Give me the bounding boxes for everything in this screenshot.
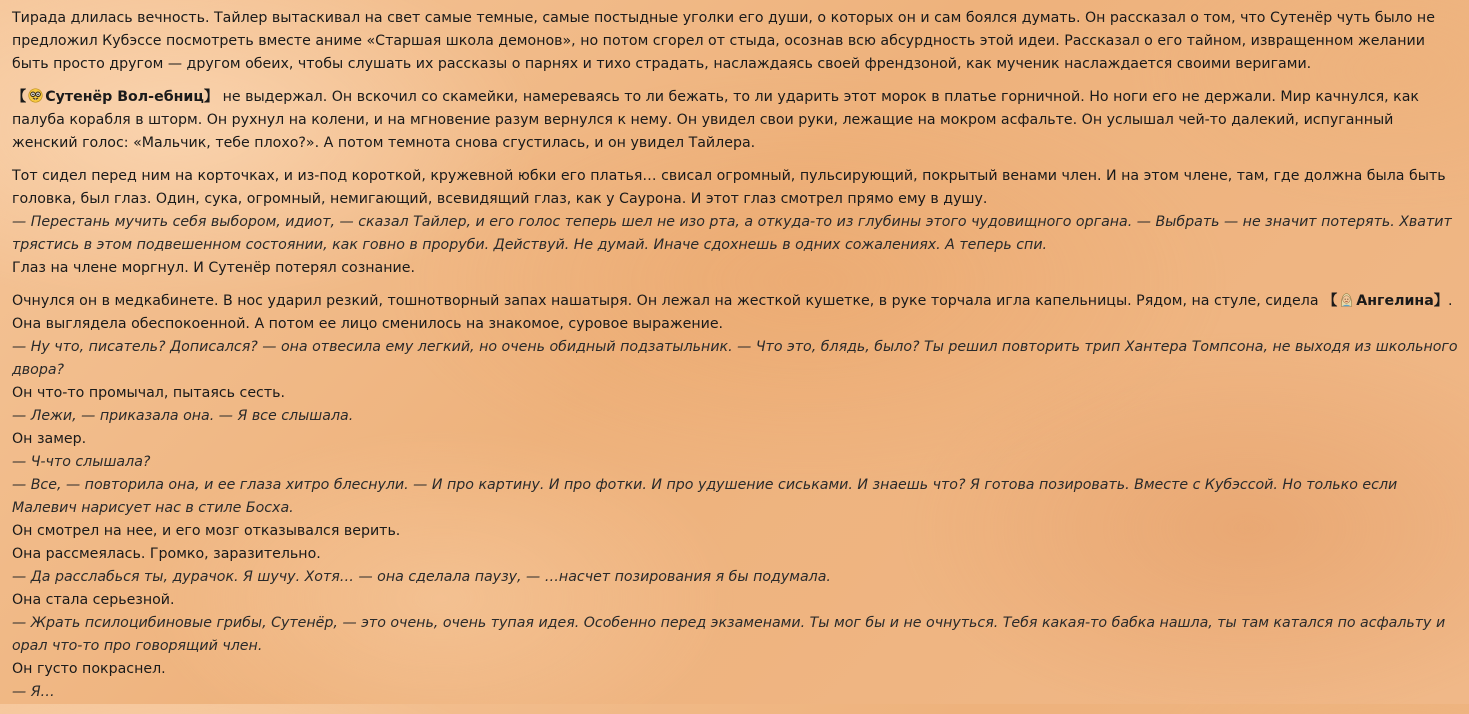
narration-line: Она рассмеялась. Громко, заразительно. bbox=[12, 546, 321, 562]
character-tag-angelina[interactable] bbox=[1323, 293, 1448, 309]
paragraph-infirmary bbox=[12, 290, 1460, 704]
tag-name: Сутенёр Вол-ебниц bbox=[45, 89, 204, 105]
tag-name: Ангелина bbox=[1356, 293, 1434, 309]
paragraph-vision bbox=[12, 165, 1460, 280]
woman-with-headscarf-icon bbox=[1339, 292, 1354, 307]
dialogue-line: — Я… bbox=[12, 684, 55, 700]
narration-text: . Она выглядела обеспокоенной. А потом ее лицо сменилось на знакомое, суровое выражение. bbox=[12, 293, 1453, 332]
tag-bracket-open: 【 bbox=[1323, 293, 1338, 309]
story-text bbox=[12, 7, 1460, 714]
narration-line: Он густо покраснел. bbox=[12, 661, 166, 677]
dialogue-line: — Все, — повторила она, и ее глаза хитро блеснули. — И про картину. И про фотки. И про удушение сиськами. И знаешь что? Я готова позировать. Вместе с Кубэссой. Но только если Малевич нарисует нас в стиле Босха. bbox=[12, 477, 1398, 516]
dialogue-line: — Ч-что слышала? bbox=[12, 454, 151, 470]
narration-line: Он что-то промычал, пытаясь сесть. bbox=[12, 385, 285, 401]
nerd-face-icon bbox=[28, 88, 43, 103]
paragraph-tirade bbox=[12, 7, 1460, 76]
character-tag-sutener[interactable] bbox=[12, 89, 218, 105]
paragraph-text: не выдержал. Он вскочил со скамейки, намереваясь то ли бежать, то ли ударить этот морок в платье горничной. Но ноги его не держали. Мир качнулся, как палуба корабля в шторм. Он рухнул на колени, и на мгновение разум вернулся к нему. Он увидел свои руки, лежащие на мокром асфальте. Он услышал чей-то далекий, испуганный женский голос: «Мальчик, тебе плохо?». А потом темнота снова сгустилась, и он увидел Тайлера. bbox=[12, 89, 1419, 151]
dialogue-line: — Перестань мучить себя выбором, идиот, — сказал Тайлер, и его голос теперь шел не изо рта, а откуда-то из глубины этого чудовищного органа. — Выбрать — не значит потерять. Хватит трястись в этом подвешенном состоянии, как говно в проруби. Действуй. Не думай. Иначе сдохнешь в одних сожалениях. А теперь спи. bbox=[12, 214, 1452, 253]
narration-line: Глаз на члене моргнул. И Сутенёр потерял сознание. bbox=[12, 260, 415, 276]
tag-bracket-close: 】 bbox=[1433, 293, 1448, 309]
narration-text: Очнулся он в медкабинете. В нос ударил резкий, тошнотворный запах нашатыря. Он лежал на жесткой кушетке, в руке торчала игла капельницы. Рядом, на стуле, сидела bbox=[12, 293, 1324, 309]
narration-line: Она стала серьезной. bbox=[12, 592, 175, 608]
dialogue-line: — Да расслабься ты, дурачок. Я шучу. Хотя… — она сделала паузу, — …насчет позирования я бы подумала. bbox=[12, 569, 831, 585]
narration-line: Тот сидел перед ним на корточках, и из-под короткой, кружевной юбки его платья… свисал огромный, пульсирующий, покрытый венами член. И на этом члене, там, где должна была быть головка, был глаз. Один, сука, огромный, немигающий, всевидящий глаз, как у Саурона. И этот глаз смотрел прямо ему в душу. bbox=[12, 168, 1446, 207]
narration-line bbox=[12, 290, 1460, 336]
dialogue-line: — Жрать псилоцибиновые грибы, Сутенёр, — это очень, очень тупая идея. Особенно перед экзаменами. Ты мог бы и не очнуться. Тебя какая-то бабка нашла, ты там катался по асфальту и орал что-то про говорящий член. bbox=[12, 615, 1446, 654]
narration-line: Он смотрел на нее, и его мозг отказывался верить. bbox=[12, 523, 401, 539]
dialogue-line: — Лежи, — приказала она. — Я все слышала. bbox=[12, 408, 354, 424]
paragraph-collapse bbox=[12, 86, 1460, 155]
narration-line: Он замер. bbox=[12, 431, 87, 447]
dialogue-line: — Ну что, писатель? Дописался? — она отвесила ему легкий, но очень обидный подзатыльник. — Что это, блядь, было? Ты решил повторить трип Хантера Томпсона, не выходя из школьного двора? bbox=[12, 339, 1458, 378]
paragraph-text: Тирада длилась вечность. Тайлер вытаскивал на свет самые темные, самые постыдные уголки его души, о которых он и сам боялся думать. Он рассказал о том, что Сутенёр чуть было не предложил Кубэссе посмотреть вместе аниме «Старшая школа демонов», но потом сгорел от стыда, осознав всю абсурдность этой идеи. Рассказал о его тайном, извращенном желании быть просто другом — другом обеих, чтобы слушать их рассказы о парнях и тихо страдать, наслаждаясь своей френдзоной, как мученик наслаждается своими веригами. bbox=[12, 10, 1435, 72]
tag-bracket-close: 】 bbox=[203, 89, 219, 105]
tag-bracket-open: 【 bbox=[12, 89, 27, 105]
